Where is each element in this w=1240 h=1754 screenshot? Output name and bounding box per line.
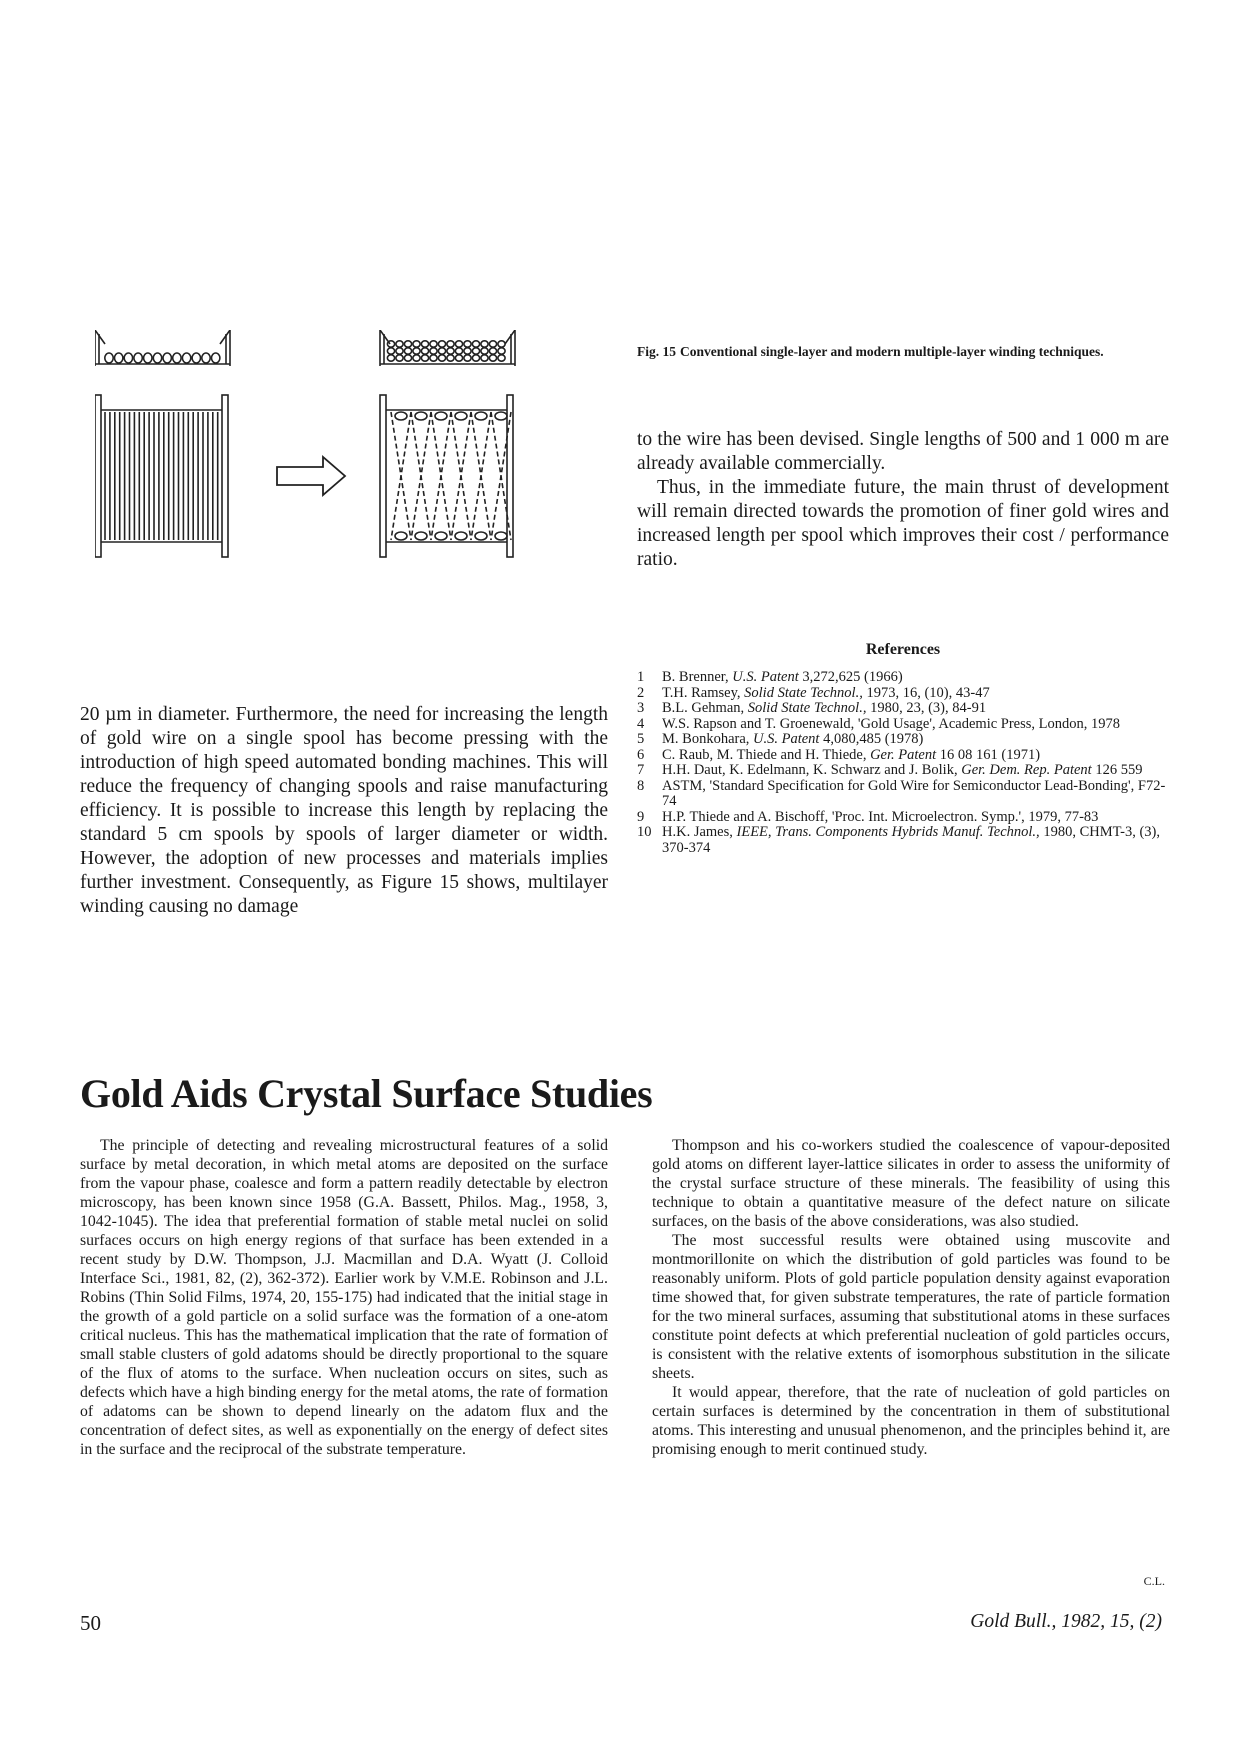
reference-item: [637, 717, 1169, 733]
references-heading: References: [865, 641, 941, 658]
right-paragraph-2: Thus, in the immediate future, the main thrust of development will remain directed towards the promotion of finer gold wires and increased length per spool which improves their cost / performance ratio.: [637, 477, 1169, 570]
wire-coil: [489, 355, 496, 361]
article-col2-paragraph-2: The most successful results were obtained using muscovite and montmorillonite on which the distribution of gold particles was found to be reasonably uniform. Plots of gold particle population density against evaporation time showed that, for given substrate temperatures, the rate of particle formation for the two mineral surfaces, assuming that substitutional atoms in these surfaces constitute point defects at which preferential nucleation of gold particles occurs, is consistent with the relative extents of isomorphous substitution in the silicate sheets.: [652, 1232, 1170, 1382]
reference-number: 9: [637, 808, 645, 825]
wire-coil: [464, 341, 471, 347]
reference-text: B.L. Gehman, Solid State Technol., 1980, 23, (3), 84-91: [662, 700, 987, 716]
reference-item: [637, 670, 1169, 686]
figure-caption-label: Fig. 15: [637, 344, 676, 359]
reference-item: [637, 748, 1169, 764]
wire-coil: [421, 341, 428, 347]
wire-loop: [415, 532, 427, 540]
reference-number: 4: [637, 715, 645, 732]
wire-coil: [430, 341, 437, 347]
reference-text: B. Brenner, U.S. Patent 3,272,625 (1966): [662, 669, 903, 685]
reference-number: 6: [637, 746, 645, 763]
reference-number: 5: [637, 731, 645, 747]
wire-coil: [396, 348, 403, 354]
article-col2-paragraph-1: Thompson and his co-workers studied the coalescence of vapour-deposited gold atoms on different layer-lattice silicates in order to assess the uniformity of the crystal surface structure of these minerals. The feasibility of using this technique to obtain a quantitative measure of the defect nature on silicate surfaces, on the basis of the above considerations, was also studied.: [652, 1137, 1170, 1230]
wire-coil: [105, 353, 113, 363]
wire-coil: [498, 341, 505, 347]
wire-coil: [455, 341, 462, 347]
wire-coil: [387, 348, 394, 354]
wire-loop: [475, 532, 487, 540]
wire-coil: [413, 355, 420, 361]
wire-coil: [212, 353, 220, 363]
wire-loop: [395, 412, 407, 420]
wire-loop: [415, 412, 427, 420]
wire-loop: [395, 532, 407, 540]
author-initials: C.L.: [1143, 1574, 1165, 1588]
wire-coil: [447, 355, 454, 361]
reference-item: [637, 686, 1169, 702]
reference-number: 8: [637, 777, 645, 794]
reference-number: 10: [637, 824, 652, 840]
wire-coil: [430, 348, 437, 354]
reference-text: ASTM, 'Standard Specification for Gold Wire for Semiconductor Lead-Bonding', F72-74: [662, 777, 1166, 809]
reference-item: [637, 732, 1169, 748]
reference-item: [637, 779, 1169, 810]
article-col2-paragraph-3: It would appear, therefore, that the rate of nucleation of gold particles on certain surfaces is determined by the concentration in them of substitutional atoms. This interesting and unusual phenomenon, and the principles behind it, are promising enough to merit continued study.: [652, 1384, 1170, 1458]
single-layer-wire-top-view: [95, 330, 230, 366]
wire-coil: [438, 348, 445, 354]
figure-winding-techniques: [95, 330, 595, 635]
wire-loop: [495, 532, 507, 540]
single-layer-spool: [95, 395, 228, 557]
reference-number: 3: [637, 700, 645, 716]
reference-text: W.S. Rapson and T. Groenewald, 'Gold Usage', Academic Press, London, 1978: [662, 715, 1121, 732]
wire-coil: [498, 355, 505, 361]
wire-loop: [495, 412, 507, 420]
wire-coil: [481, 355, 488, 361]
reference-number: 1: [637, 669, 645, 685]
wire-coil: [396, 355, 403, 361]
reference-item: [637, 701, 1169, 717]
reference-item: [637, 763, 1169, 779]
multi-layer-wire-top-view: [380, 330, 515, 366]
wire-coil: [404, 348, 411, 354]
journal-citation: [970, 1611, 1162, 1633]
wire-coil: [421, 348, 428, 354]
arrow-icon: [277, 457, 345, 495]
page-number: 50: [80, 1611, 101, 1635]
multi-layer-spool: [380, 395, 513, 557]
references-list: [637, 670, 1169, 856]
wire-coil: [438, 355, 445, 361]
wire-coil: [464, 348, 471, 354]
figure-caption: [637, 343, 1182, 360]
wire-coil: [489, 341, 496, 347]
wire-coil: [472, 348, 479, 354]
wire-coil: [447, 341, 454, 347]
wire-coil: [430, 355, 437, 361]
right-column-text: [637, 428, 1169, 572]
wire-coil: [163, 353, 171, 363]
wire-coil: [387, 355, 394, 361]
wire-coil: [472, 355, 479, 361]
left-column-text: [80, 703, 608, 919]
wire-coil: [447, 348, 454, 354]
wire-coil: [202, 353, 210, 363]
wire-coil: [438, 341, 445, 347]
wire-coil: [153, 353, 161, 363]
wire-coil: [455, 355, 462, 361]
wire-coil: [115, 353, 123, 363]
right-paragraph-1: to the wire has been devised. Single lengths of 500 and 1 000 m are already available commercially.: [637, 429, 1169, 474]
wire-loop: [435, 532, 447, 540]
wire-coil: [472, 341, 479, 347]
wire-coil: [464, 355, 471, 361]
wire-coil: [404, 341, 411, 347]
wire-loop: [455, 412, 467, 420]
wire-coil: [144, 353, 152, 363]
reference-text: C. Raub, M. Thiede and H. Thiede, Ger. Patent 16 08 161 (1971): [662, 746, 1041, 763]
figure-caption-text: Conventional single-layer and modern multiple-layer winding techniques.: [680, 344, 1104, 359]
reference-text: H.K. James, IEEE, Trans. Components Hybrids Manuf. Technol., 1980, CHMT-3, (3), 370-374: [662, 824, 1160, 856]
reference-text: H.P. Thiede and A. Bischoff, 'Proc. Int. Microelectron. Symp.', 1979, 77-83: [662, 808, 1099, 825]
wire-coil: [387, 341, 394, 347]
article-col1-paragraph: The principle of detecting and revealing microstructural features of a solid surface by metal decoration, in which metal atoms are deposited on the surface from the vapour phase, coalesce and form a pattern readily detectable by electron microscopy, has been known since 1958 (G.A. Bassett, Philos. Mag., 1958, 3, 1042-1045). The idea that preferential formation of stable metal nuclei on solid surfaces occurs on high energy regions of that surface has been extended in a recent study by D.W. Thompson, J.J. Macmillan and D.A. Wyatt (J. Colloid Interface Sci., 1981, 82, (2), 362-372). Earlier work by V.M.E. Robinson and J.L. Robins (Thin Solid Films, 1974, 20, 155-175) had indicated that the initial stage in the growth of a gold particle on a solid surface was the formation of a one-atom critical nucleus. This has the mathematical implication that the rate of formation of small stable clusters of gold adatoms should be directly proportional to the square of the flux of atoms to the surface. When nucleation occurs on sites, such as defects which have a high binding energy for the metal atoms, the rate of formation of adatoms can be shown to depend linearly on the adatom flux and the concentration of defect sites, as well as exponentially on the energy of defect sites in the surface and the reciprocal of the substrate temperature.: [80, 1137, 608, 1458]
wire-coil: [498, 348, 505, 354]
wire-coil: [413, 341, 420, 347]
wire-coil: [489, 348, 496, 354]
wire-coil: [481, 341, 488, 347]
wire-loop: [455, 532, 467, 540]
wire-coil: [404, 355, 411, 361]
wire-coil: [481, 348, 488, 354]
wire-loop: [475, 412, 487, 420]
reference-text: M. Bonkohara, U.S. Patent 4,080,485 (1978): [662, 731, 924, 747]
wire-coil: [173, 353, 181, 363]
reference-item: [637, 810, 1169, 826]
wire-coil: [134, 353, 142, 363]
left-paragraph: 20 µm in diameter. Furthermore, the need for increasing the length of gold wire on a single spool has become pressing with the introduction of high speed automated bonding machines. This will reduce the frequency of changing spools and raise manufacturing efficiency. It is possible to increase this length by replacing the standard 5 cm spools by spools of larger diameter or width. However, the adoption of new processes and materials implies further investment. Consequently, as Figure 15 shows, multilayer winding causing no damage: [80, 704, 608, 917]
wire-coil: [421, 355, 428, 361]
wire-coil: [413, 348, 420, 354]
article-column-2: [652, 1136, 1170, 1459]
reference-number: 2: [637, 684, 645, 701]
wire-coil: [455, 348, 462, 354]
article-title: Gold Aids Crystal Surface Studies: [80, 1071, 653, 1116]
reference-number: 7: [637, 762, 645, 778]
reference-text: T.H. Ramsey, Solid State Technol., 1973, 16, (10), 43-47: [662, 684, 990, 701]
article-column-1: [80, 1136, 608, 1459]
wire-coil: [396, 341, 403, 347]
wire-coil: [182, 353, 190, 363]
journal-citation-text: Gold Bull., 1982, 15, (2): [970, 1611, 1162, 1632]
wire-loop: [435, 412, 447, 420]
wire-coil: [124, 353, 132, 363]
reference-text: H.H. Daut, K. Edelmann, K. Schwarz and J. Bolik, Ger. Dem. Rep. Patent 126 559: [662, 762, 1143, 778]
reference-item: [637, 825, 1169, 856]
wire-coil: [192, 353, 200, 363]
